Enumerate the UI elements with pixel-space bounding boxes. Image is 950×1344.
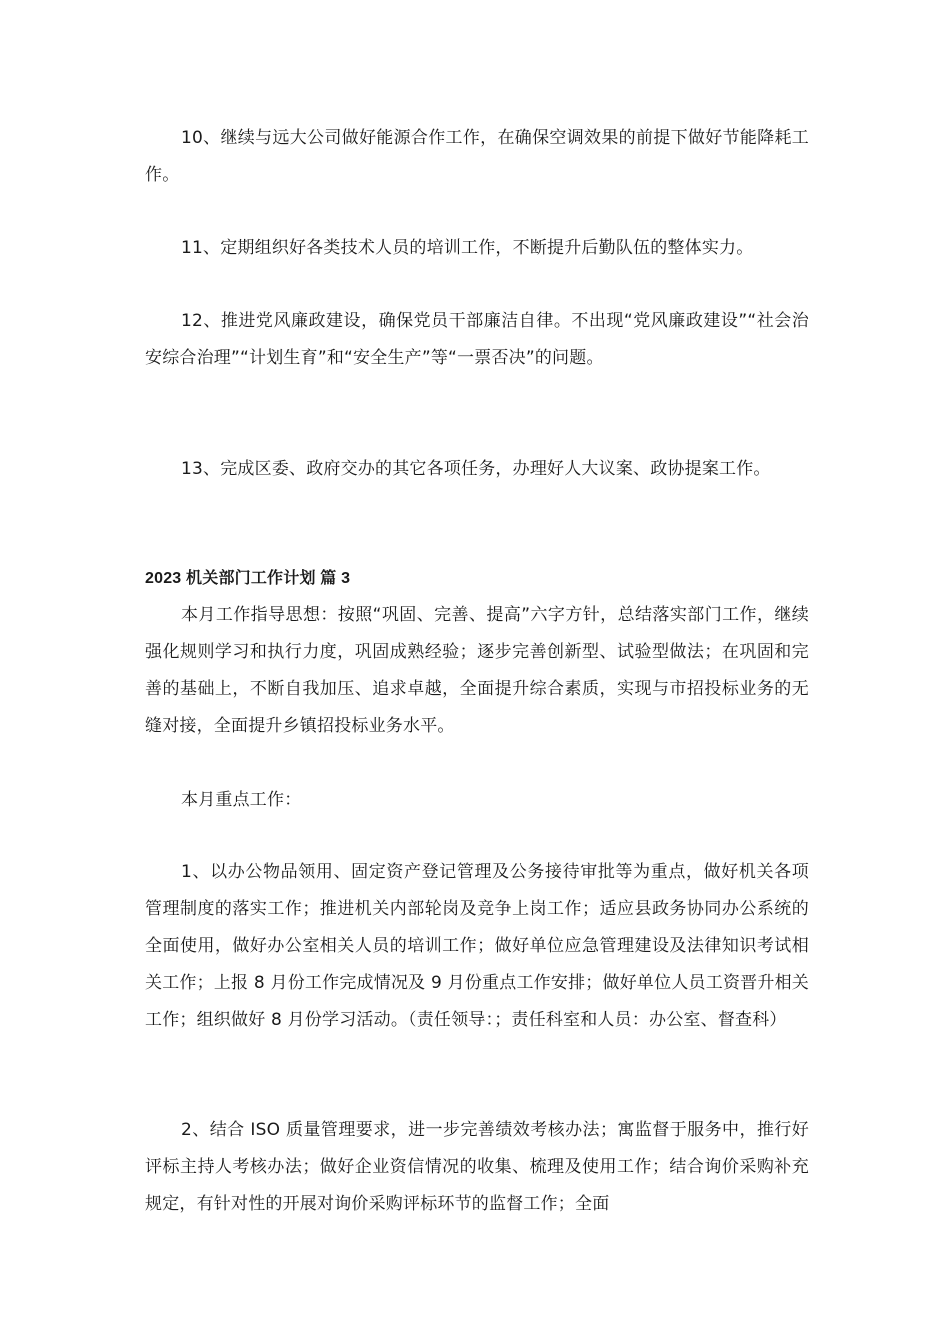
guiding-paragraph: 本月工作指导思想：按照“巩固、完善、提高”六字方针，总结落实部门工作，继续强化规则学习和执行力度，巩固成熟经验；逐步完善创新型、试验型做法；在巩固和完善的基础上，不断自我加压、追求卓越，全面提升综合素质，实现与市招投标业务的无缝对接，全面提升乡镇招投标业务水平。: [145, 605, 809, 736]
paragraph-item-12: 12、推进党风廉政建设，确保党员干部廉洁自律。不出现“党风廉政建设”“社会治安综合治理”“计划生育”和“安全生产”等“一票否决”的问题。: [145, 311, 809, 368]
key-work-label: 本月重点工作：: [181, 790, 302, 810]
section-heading: 2023 机关部门工作计划 篇 3: [145, 570, 351, 587]
paragraph-item-11: 11、定期组织好各类技术人员的培训工作，不断提升后勤队伍的整体实力。: [181, 238, 754, 258]
paragraph-item-10: 10、继续与远大公司做好能源合作工作，在确保空调效果的前提下做好节能降耗工作。: [145, 128, 809, 185]
paragraph-item-13: 13、完成区委、政府交办的其它各项任务，办理好人大议案、政协提案工作。: [181, 459, 771, 479]
work-item-2: 2、结合 ISO 质量管理要求，进一步完善绩效考核办法；寓监督于服务中，推行好评标主持人考核办法；做好企业资信情况的收集、梳理及使用工作；结合询价采购补充规定，有针对性的开展对询价采购评标环节的监督工作；全面: [145, 1120, 809, 1214]
work-item-1: 1、以办公物品领用、固定资产登记管理及公务接待审批等为重点，做好机关各项管理制度的落实工作；推进机关内部轮岗及竞争上岗工作；适应县政务协同办公系统的全面使用，做好办公室相关人员的培训工作；做好单位应急管理建设及法律知识考试相关工作；上报 8 月份工作完成情况及 9 月份重点工作安排；做好单位人员工资晋升相关工作；组织做好 8 月份学习活动。（责任领导：；责任科室和人员：办公室、督查科）: [145, 862, 809, 1030]
